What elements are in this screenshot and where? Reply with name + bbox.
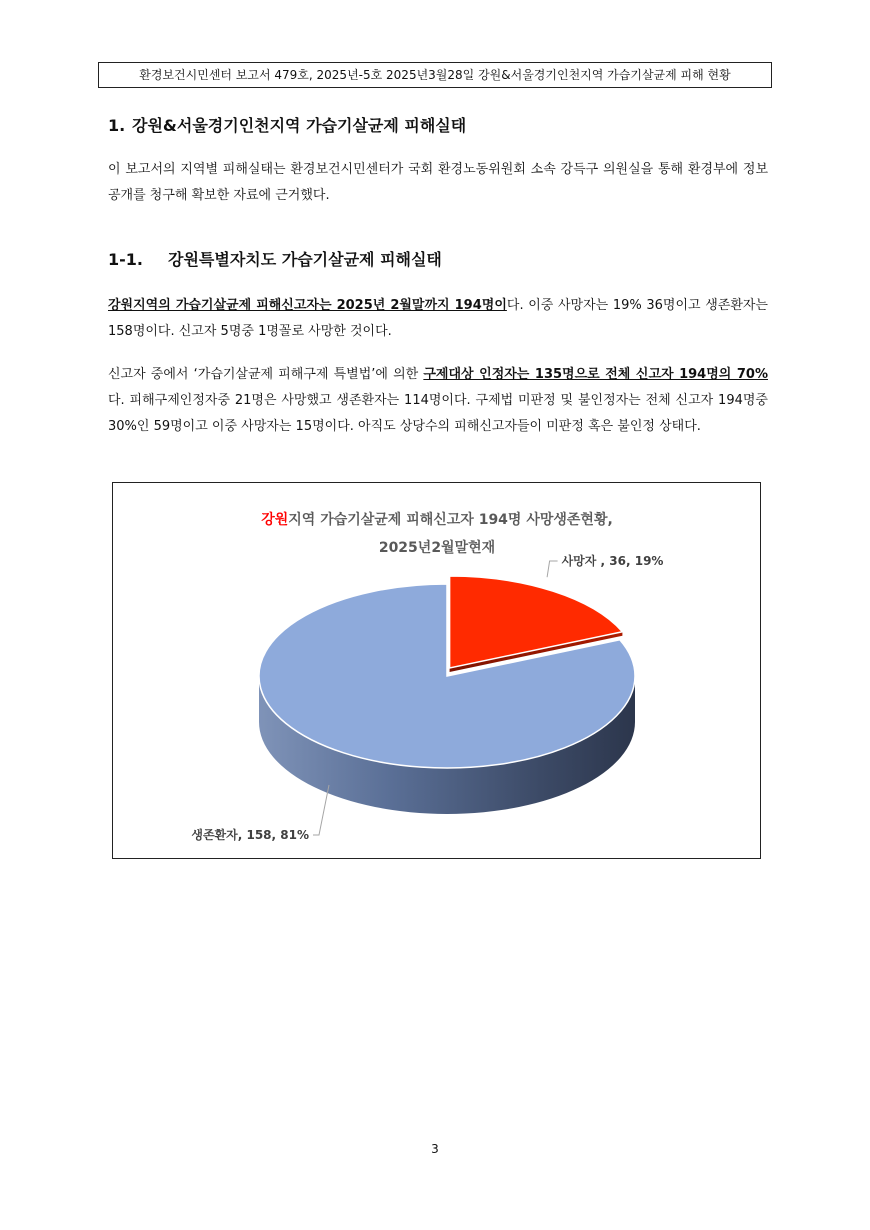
paragraph-2-lead: 신고자 중에서 ‘가습기살균제 피해구제 특별법’에 의한	[108, 367, 424, 382]
page-number: 3	[431, 1142, 439, 1156]
section-1-title: 강원&서울경기인천지역 가습기살균제 피해실태	[132, 116, 467, 135]
pie-chart-box	[112, 482, 761, 859]
section-1-1-number: 1-1.	[108, 250, 143, 269]
report-header-text: 환경보건시민센터 보고서 479호, 2025년-5호 2025년3월28일 강원&서울경기인천지역 가습기살균제 피해 현황	[139, 68, 731, 82]
pie-layer	[259, 576, 635, 814]
section-1-heading	[108, 113, 466, 136]
section-1-number: 1.	[108, 116, 126, 135]
pie-chart	[113, 483, 762, 860]
chart-title-line-2: 2025년2월말현재	[378, 540, 496, 556]
emphasis-reporters: 강원지역의 가습기살균제 피해신고자는 2025년 2월말까지 194명이	[108, 298, 507, 313]
report-header	[98, 62, 772, 88]
data-label-survivors: 생존환자, 158, 81%	[191, 828, 309, 842]
chart-title-line-1	[261, 511, 613, 528]
paragraph-1-rest: 다. 이중 사망자는 19% 36명이고 생존환자는 158명이다. 신고자 5명중 1명꼴로 사망한 것이다.	[108, 298, 768, 339]
section-1-1-paragraph-1	[108, 293, 768, 345]
section-1-1-heading	[108, 247, 442, 270]
section-1-1-paragraph-2	[108, 362, 768, 440]
emphasis-recognized: 구제대상 인정자는 135명으로 전체 신고자 194명의 70%	[423, 367, 768, 382]
section-1-paragraph: 이 보고서의 지역별 피해실태는 환경보건시민센터가 국회 환경노동위원회 소속 강득구 의원실을 통해 환경부에 정보공개를 청구해 확보한 자료에 근거했다.	[108, 162, 768, 203]
chart-title-highlight: 강원	[261, 512, 289, 528]
leader-line-deaths	[547, 561, 558, 577]
chart-title-rest: 지역 가습기살균제 피해신고자 194명 사망생존현황,	[288, 512, 613, 528]
paragraph-2-rest: 다. 피해구제인정자중 21명은 사망했고 생존환자는 114명이다. 구제법 미판정 및 불인정자는 전체 신고자 194명중 30%인 59명이고 이중 사망자는 15명이다. 아직도 상당수의 피해신고자들이 미판정 혹은 불인정 상태다.	[108, 393, 768, 434]
data-label-deaths: 사망자 , 36, 19%	[561, 554, 664, 568]
section-1-1-title: 강원특별자치도 가습기살균제 피해실태	[168, 250, 442, 269]
